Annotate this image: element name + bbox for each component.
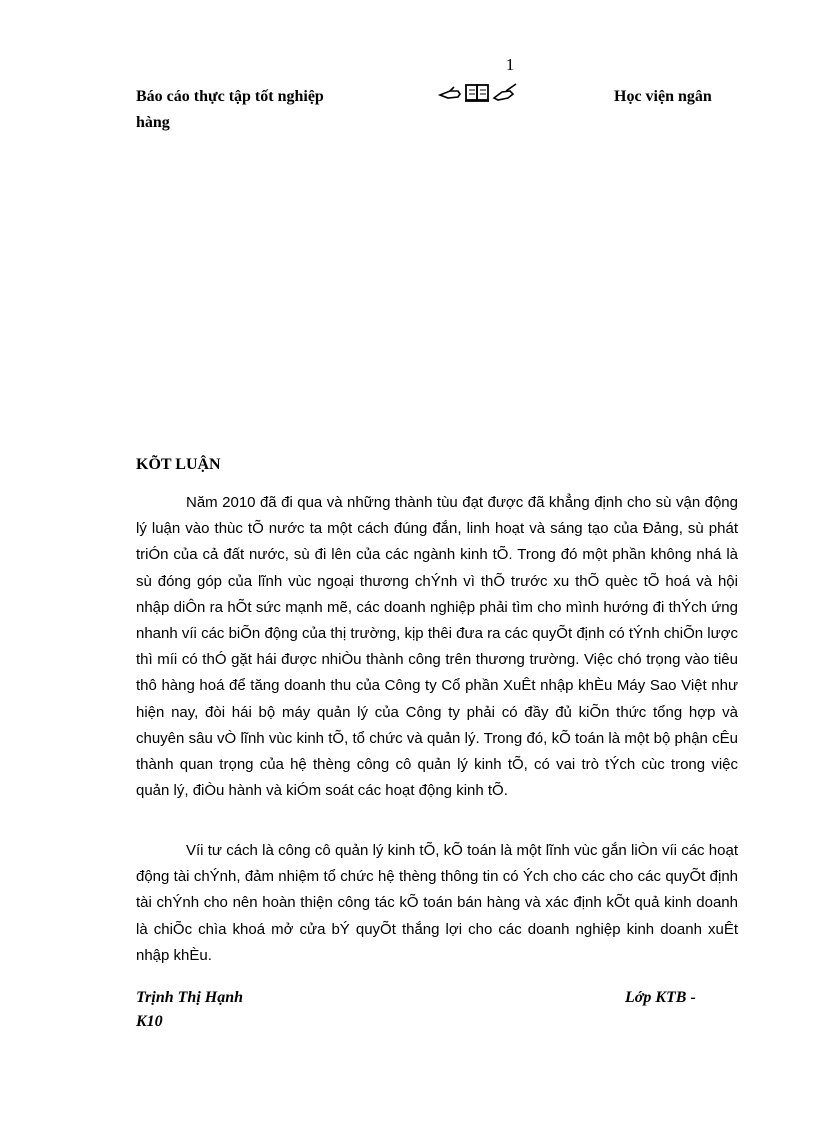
header-institution: Học viện ngân [614,88,712,105]
header-institution-wrap: hàng [136,114,170,131]
footer-class: Lớp KTB - [625,989,696,1006]
paragraph-2 [136,838,738,969]
page-number: 1 [505,55,515,74]
paragraph-2-text: Víi tư cách là công cô quản lý kinh tÕ, kÕ toán là một lĩnh vùc gắn liÒn víi các hoạt động tài chÝnh, đảm nhiệm tổ chức hệ thèng thông tin có Ých cho các cho các quyÕt định tài chÝnh cho nên hoàn thiện công tác kÕ toán bán hàng và xác định kÕt quả kinh doanh là chiÕc chìa khoá mở cửa bÝ quyÕt thắng lợi cho các doanh nghiệp kinh doanh xuÊt nhập khÈu. [136,842,738,964]
section-heading: KÕT LUẬN [136,456,221,473]
footer-author: Trịnh Thị Hạnh [136,989,244,1006]
paragraph-1 [136,490,738,804]
hand-book-hand-icon [438,82,518,104]
header-report-title: Báo cáo thực tập tốt nghiệp [136,88,324,105]
footer-class-wrap: K10 [136,1013,163,1030]
paragraph-1-text: Năm 2010 đã đi qua và những thành tùu đạt được đã khẳng định cho sù vận động lý luận vào thùc tÕ nước ta một cách đúng đắn, linh hoạt và sáng tạo của Đảng, sù phát triÓn của cả đất nước, sù đi lên của các ngành kinh tÕ. Trong đó một phần không nhá là sù đóng góp của lĩnh vùc ngoại thương chÝnh vì thÕ trước xu thÕ quèc tÕ hoá và hội nhập diÔn ra hÕt sức mạnh mẽ, các doanh nghiệp phải tìm cho mình hướng đi thÝch ứng nhanh víi các biÕn động của thị trường, kịp thêi đưa ra các quyÕt định có tÝnh chiÕn lược thì míi có thÓ gặt hái được nhiÒu thành công trên thương trường. Việc chó trọng vào tiêu thô hàng hoá để tăng doanh thu của Công ty Cổ phần XuÊt nhập khÈu Máy Sao Việt như hiện nay, đòi hái bộ máy quản lý của Công ty phải có đầy đủ kiÕn thức tổng hợp và chuyên sâu vÒ lĩnh vùc kinh tÕ, tổ chức và quản lý. Trong đó, kÕ toán là một bộ phận cÊu thành quan trọng của hệ thèng công cô quản lý kinh tÕ, có vai trò tÝch cùc trong việc quản lý, điÒu hành và kiÓm soát các hoạt động kinh tÕ. [136,494,738,800]
